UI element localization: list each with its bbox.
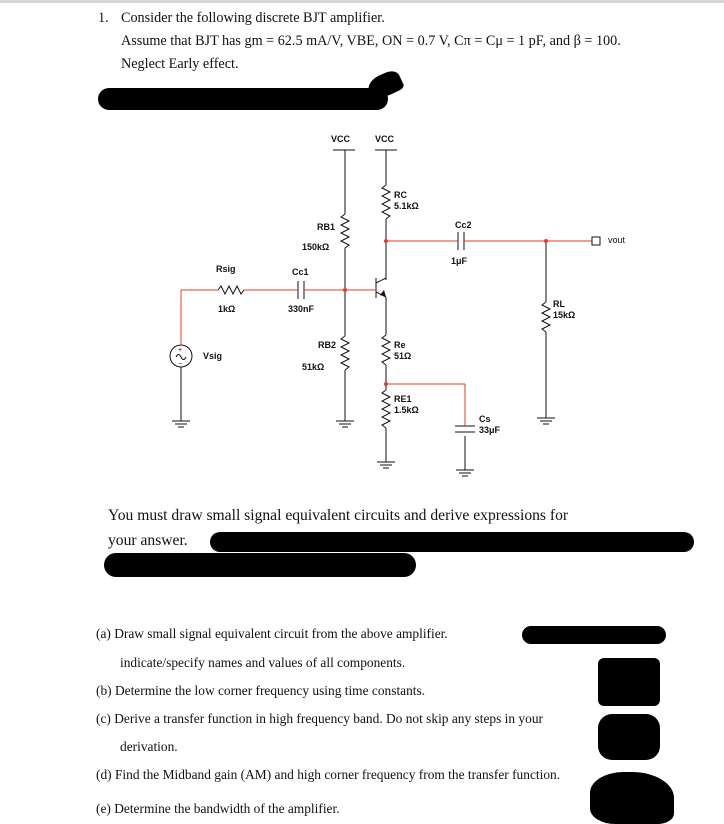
rc-value: 5.1kΩ bbox=[394, 201, 419, 211]
redaction-mark bbox=[590, 772, 674, 824]
part-b: (b) Determine the low corner frequency using time constants. bbox=[96, 683, 426, 698]
rl-name: RL bbox=[553, 299, 565, 309]
re1-name: RE1 bbox=[394, 394, 412, 404]
re-name: Re bbox=[394, 340, 406, 350]
redaction-mark bbox=[210, 532, 694, 552]
cc2-value: 1μF bbox=[451, 256, 468, 266]
question-line-3: Neglect Early effect. bbox=[121, 56, 239, 72]
rb2-name: RB2 bbox=[318, 340, 337, 350]
part-e: (e) Determine the bandwidth of the amplifier. bbox=[96, 801, 340, 816]
question-line-1: Consider the following discrete BJT amplifier. bbox=[121, 10, 385, 26]
part-c: (c) Derive a transfer function in high frequency band. Do not skip any steps in your bbox=[96, 711, 543, 726]
vcc-label: VCC bbox=[375, 134, 395, 144]
part-c-continued: derivation. bbox=[120, 739, 178, 754]
redaction-mark bbox=[522, 626, 666, 644]
re1-value: 1.5kΩ bbox=[394, 405, 419, 415]
redaction-mark bbox=[598, 714, 660, 760]
cs-name: Cs bbox=[479, 414, 491, 424]
rl-value: 15kΩ bbox=[553, 310, 576, 320]
part-a-continued: indicate/specify names and values of all components. bbox=[120, 655, 406, 670]
cs-value: 33μF bbox=[479, 425, 501, 435]
redaction-mark bbox=[598, 658, 660, 706]
rb1-value: 150kΩ bbox=[302, 242, 330, 252]
rc-name: RC bbox=[394, 190, 407, 200]
question-number: 1. bbox=[98, 10, 109, 26]
part-a: (a) Draw small signal equivalent circuit from the above amplifier. bbox=[96, 626, 448, 641]
cc1-value: 330nF bbox=[288, 304, 315, 314]
vcc-label: VCC bbox=[331, 134, 351, 144]
cc2-name: Cc2 bbox=[455, 220, 472, 230]
re-value: 51Ω bbox=[394, 351, 412, 361]
source-minus: − bbox=[178, 361, 183, 368]
instruction-line-1: You must draw small signal equivalent circuits and derive expressions for bbox=[108, 507, 569, 524]
rb2-value: 51kΩ bbox=[302, 362, 325, 372]
vsig-label: Vsig bbox=[203, 351, 223, 361]
vout-label: vout bbox=[608, 235, 626, 245]
rsig-name: Rsig bbox=[216, 264, 236, 274]
source-plus: + bbox=[178, 347, 183, 354]
part-d: (d) Find the Midband gain (AM) and high corner frequency from the transfer function. bbox=[96, 767, 561, 782]
question-line-2: Assume that BJT has gm = 62.5 mA/V, VBE, ON = 0.7 V, Cπ = Cμ = 1 pF, and β = 100. bbox=[121, 33, 621, 49]
rb1-name: RB1 bbox=[317, 222, 336, 232]
instruction-line-2: your answer. bbox=[108, 532, 188, 549]
redaction-mark bbox=[104, 553, 416, 577]
cc1-name: Cc1 bbox=[292, 267, 309, 277]
rsig-value: 1kΩ bbox=[218, 304, 236, 314]
